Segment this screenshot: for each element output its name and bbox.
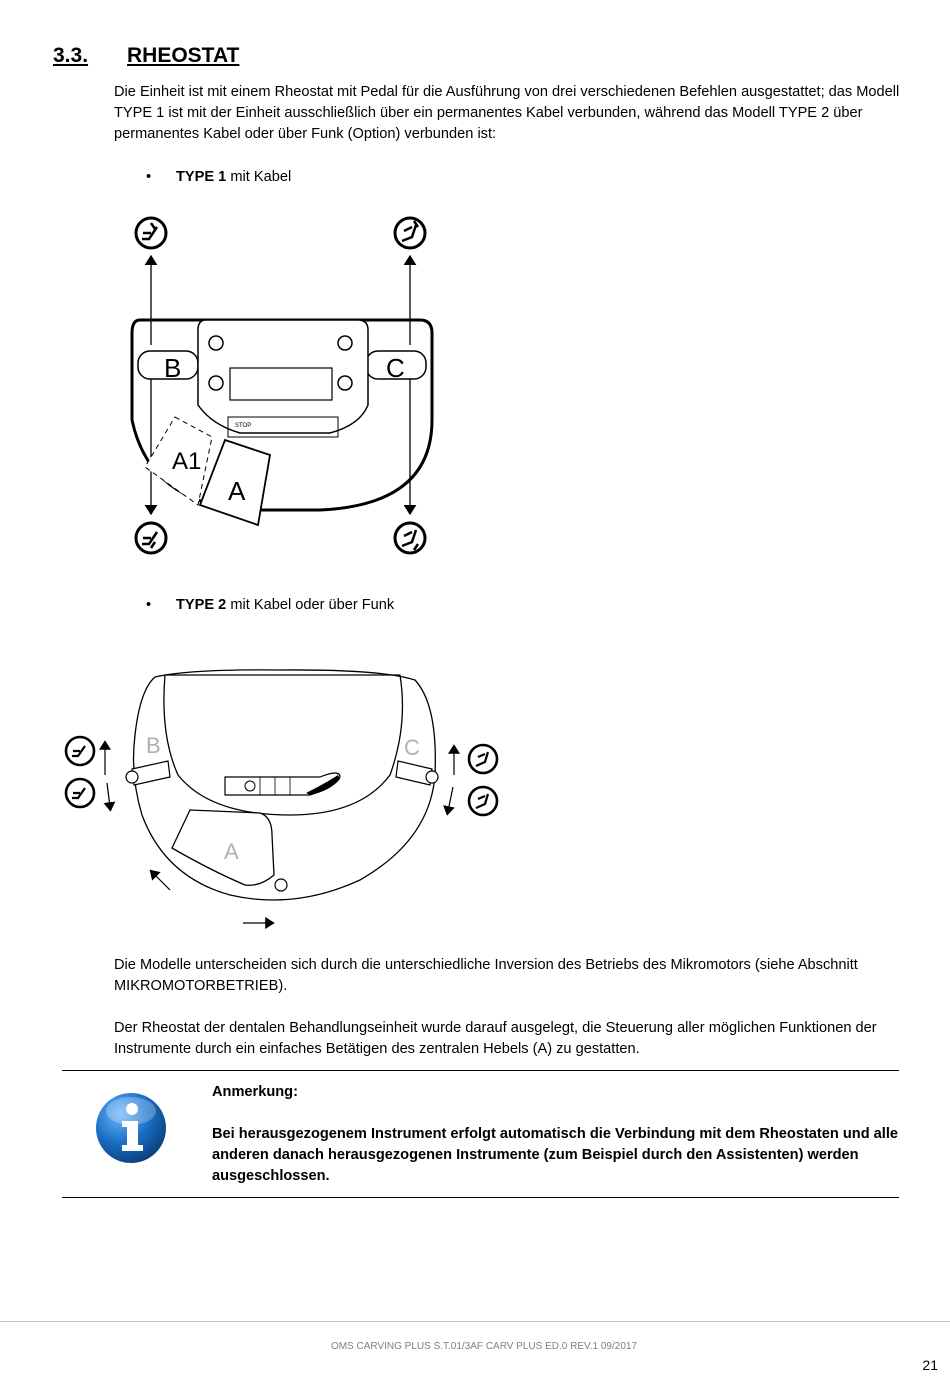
note-heading: Anmerkung: (212, 1084, 298, 1100)
section-number: 3.3. (53, 44, 89, 67)
bullet-type1: • TYPE 1 mit Kabel (146, 169, 292, 185)
bullet-type2: • TYPE 2 mit Kabel oder über Funk (146, 597, 395, 613)
type1-label-a1: A1 (172, 448, 202, 475)
note-bottom-rule (62, 1197, 899, 1198)
bullet-type2-bold: TYPE 2 (176, 597, 227, 613)
bullet-type2-rest: mit Kabel oder über Funk (226, 597, 395, 613)
rheostat-paragraph: Der Rheostat der dentalen Behandlungseinheit wurde darauf ausgelegt, die Steuerung aller möglichen Funktionen der Instrumente durch ein einfaches Betätigen des zentralen Hebels (A) zu gestatten. (114, 1020, 877, 1057)
page-number: 21 (922, 1357, 938, 1373)
backrest-down-icon (395, 523, 425, 553)
intro-paragraph: Die Einheit ist mit einem Rheostat mit Pedal für die Ausführung von drei verschiedenen Befehlen ausgestattet; das Modell TYPE 1 ist mit der Einheit ausschließlich über ein permanentes Kabel verbunden, während das Modell TYPE 2 über permanentes Kabel oder über Funk (Option) verbunden ist: (114, 84, 900, 142)
type2-label-a: A (224, 839, 239, 864)
backrest-up-icon (395, 218, 425, 248)
chair-up-icon-left (66, 779, 94, 807)
note-text: Bei herausgezogenem Instrument erfolgt automatisch die Verbindung mit dem Rheostaten und alle anderen danach herausgezogenen Instrumente (zum Beispiel durch den Assistenten) werden ausgeschlossen. (212, 1126, 899, 1184)
note-top-rule (62, 1070, 899, 1071)
type2-diagram (60, 665, 510, 935)
type1-stop-label: STOP (235, 423, 252, 429)
models-paragraph: Die Modelle unterscheiden sich durch die unterschiedliche Inversion des Betriebs des Mikromotors (siehe Abschnitt MIKROMOTORBETRIEB). (114, 957, 858, 994)
type1-label-a: A (228, 476, 246, 506)
type2-label-b: B (146, 733, 161, 758)
type1-diagram (120, 205, 450, 565)
footer-text: OMS CARVING PLUS S.T.01/3AF CARV PLUS ED.0 REV.1 09/2017 (330, 1341, 638, 1352)
backrest-up-icon-right (469, 745, 497, 773)
bullet-type1-rest: mit Kabel (226, 169, 292, 185)
bullet-type1-bold: TYPE 1 (176, 169, 227, 185)
type2-label-c: C (404, 735, 420, 760)
footer-rule (0, 1321, 950, 1322)
section-title: RHEOSTAT (127, 44, 240, 67)
backrest-down-icon-right (469, 787, 497, 815)
info-icon (94, 1091, 168, 1165)
chair-up-icon (136, 218, 166, 248)
chair-down-icon-left (66, 737, 94, 765)
chair-down-icon (136, 523, 166, 553)
type1-label-c: C (386, 353, 405, 383)
type1-label-b: B (164, 353, 182, 383)
